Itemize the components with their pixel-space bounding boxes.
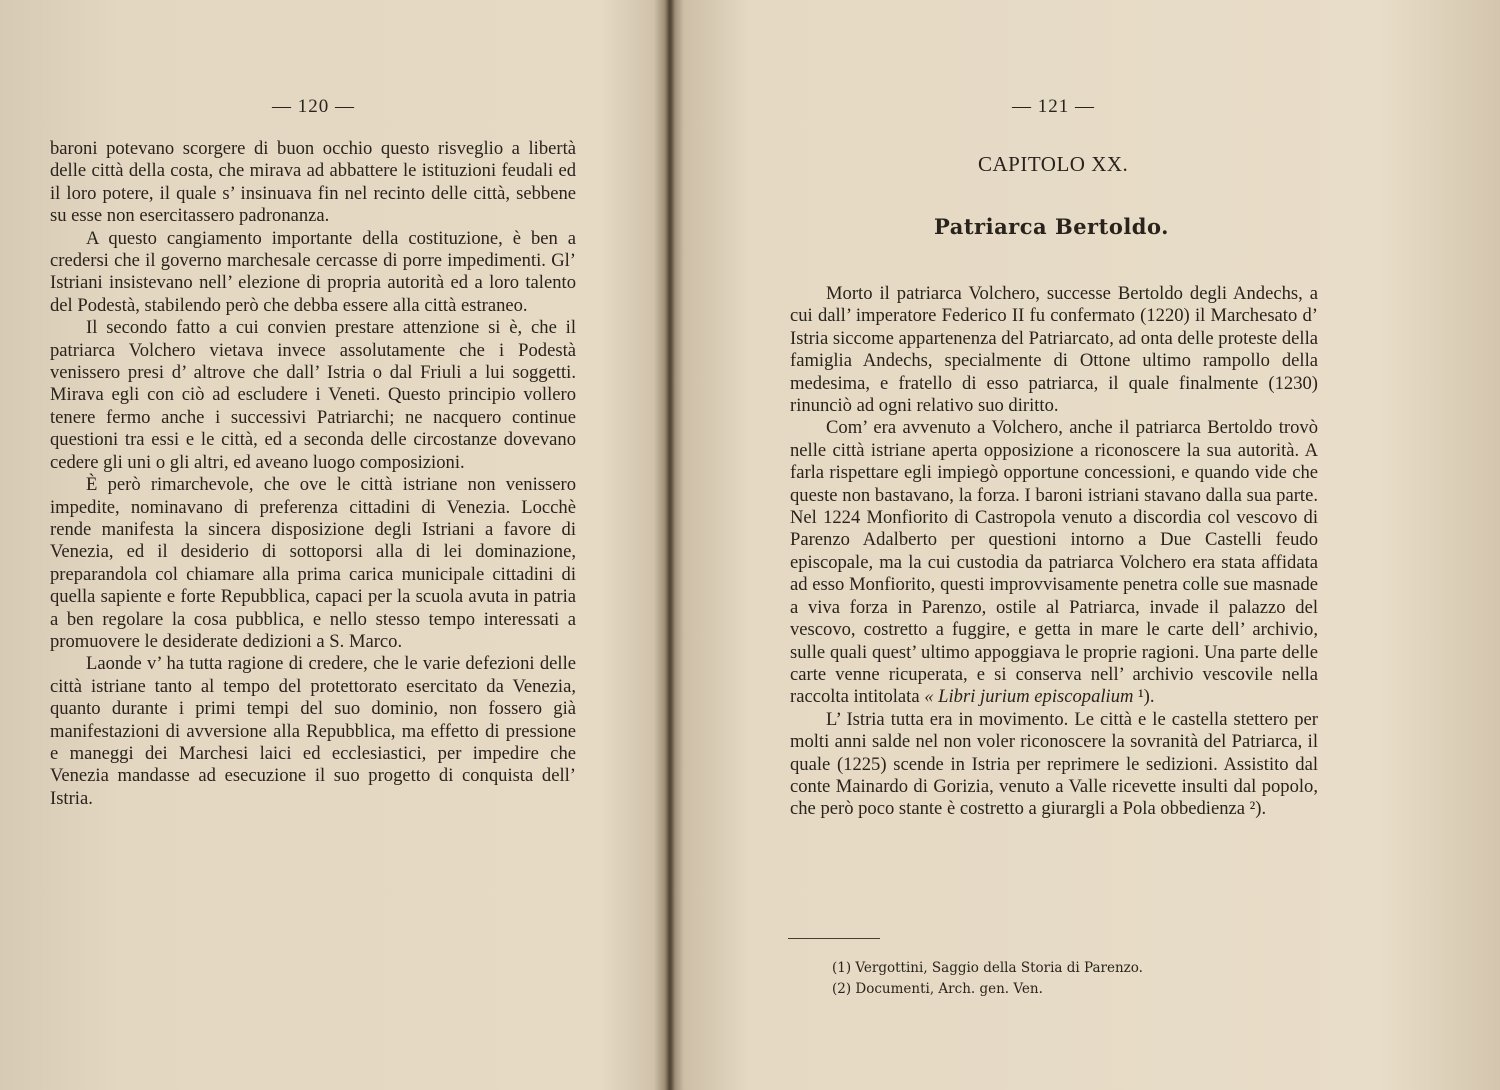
citation: « Libri jurium episcopalium (924, 686, 1134, 708)
left-body-text (50, 138, 576, 810)
right-page (672, 0, 1500, 1090)
paragraph-text: Com’ era avvenuto a Volchero, anche il patriarca Bertoldo trovò nelle città istriane aperta opposizione a riconoscere la sua autorità. A farla rispettare egli impiegò opportune concessioni, e quando vide che queste non bastavano, la forza. I baroni istriani stavano dalla sua parte. Nel 1224 Monfiorito di Castropola venuto a discordia col vescovo di Parenzo Adalberto per questioni intorno a Due Castelli feudo episcopale, ma la cui custodia da patriarca Volchero era stata affidata ad esso Monfiorito, questi improvvisamente penetra colle sue masnade a viva forza in Parenzo, ostile al Patriarca, invade il palazzo del vescovo, costretto a fuggire, e getta in mare le carte dell’ archivio, sulle quali quest’ ultimo appoggiava le proprie ragioni. Una parte delle carte venne ricuperata, e si conserva nell’ archivio vescovile nella raccolta intitolata (790, 417, 1318, 708)
paragraph (790, 417, 1318, 708)
left-page (0, 0, 664, 1090)
footnotes (832, 958, 1143, 1000)
paragraph (790, 709, 1318, 821)
right-body-text (790, 283, 1318, 821)
footnote: (1) Vergottini, Saggio della Storia di Parenzo. (832, 960, 1143, 976)
paragraph: A questo cangiamento importante della costituzione, è ben a credersi che il governo marchesale cercasse di porre impedimenti. Gl’ Istriani insistevano nell’ elezione di propria autorità ed a loro talento del Podestà, stabilendo però che debba essere alla città estraneo. (50, 227, 576, 316)
paragraph: Morto il patriarca Volchero, successe Bertoldo degli Andechs, a cui dall’ imperatore Federico II fu confermato (1220) il Marchesato d’ Istria siccome appartenenza del Patriarcato, ad onta delle proteste della famiglia Andechs, specialmente di Ottone ultimo rampollo della medesima, e fratello di esso patriarca, il quale finalmente (1230) rinunciò ad ogni relativo suo diritto. (790, 283, 1318, 417)
footnote-ref: ²). (1245, 798, 1267, 820)
footnote: (2) Documenti, Arch. gen. Ven. (832, 981, 1043, 997)
paragraph: Il secondo fatto a cui convien prestare attenzione si è, che il patriarca Volchero vietava invece assolutamente che i Podestà venissero presi d’ altrove che dall’ Istria o dal Friuli a lui soggetti. Mirava egli con ciò ad escludere i Veneti. Questo principio vollero tenere fermo anche i successivi Patriarchi; ne nacquero continue questioni tra essi e le città, ed a seconda delle circostanze dovevano cedere gli uni o gli altri, ed aveano luogo composizioni. (50, 317, 576, 473)
paragraph: È però rimarchevole, che ove le città istriane non venissero impedite, nominavano di preferenza cittadini di Venezia. Locchè rende manifesta la sincera disposizione degli Istriani a favore di Venezia, ed il desiderio di sottoporsi alla di lei dominazione, preparandola col chiamare alla prima carica municipale cittadini di quella sapiente e forte Repubblica, capaci per la scuola avuta in patria a ben regolare la cosa pubblica, e nello stesso tempo interessati a promuovere le desiderate dedizioni a S. Marco. (50, 474, 576, 652)
footnote-rule (788, 938, 880, 939)
chapter-heading: CAPITOLO XX. (978, 152, 1129, 176)
paragraph: baroni potevano scorgere di buon occhio questo risveglio a libertà delle città della costa, che mirava ad abbattere le istituzioni feudali ed il loro potere, il quale s’ insinuava fin nel recinto delle città, sebbene su esse non esercitassero padronanza. (50, 138, 576, 227)
page-number-right: — 121 — (1012, 96, 1095, 117)
paragraph-text: L’ Istria tutta era in movimento. Le città e le castella stettero per molti anni salde nel non voler riconoscere la sovranità del Patriarca, il quale (1225) scende in Istria per reprimere le sedizioni. Assistito dal conte Mainardo di Gorizia, venuto a Valle ricevette insulti dal popolo, che però poco stante è costretto a giurargli a Pola obbedienza (790, 708, 1318, 820)
footnote-ref: ¹). (1133, 686, 1155, 708)
page-number-left: — 120 — (272, 96, 355, 117)
chapter-title: Patriarca Bertoldo. (934, 214, 1169, 239)
paragraph: Laonde v’ ha tutta ragione di credere, che le varie defezioni delle città istriane tanto al tempo del protettorato esercitato da Venezia, quanto durante i primi tempi del suo dominio, non fossero già manifestazioni di avversione alla Repubblica, ma effetto di pressione e maneggi dei Marchesi laici ed ecclesiastici, per impedire che Venezia mandasse ad esecuzione il suo progetto di conquista dell’ Istria. (50, 653, 576, 809)
